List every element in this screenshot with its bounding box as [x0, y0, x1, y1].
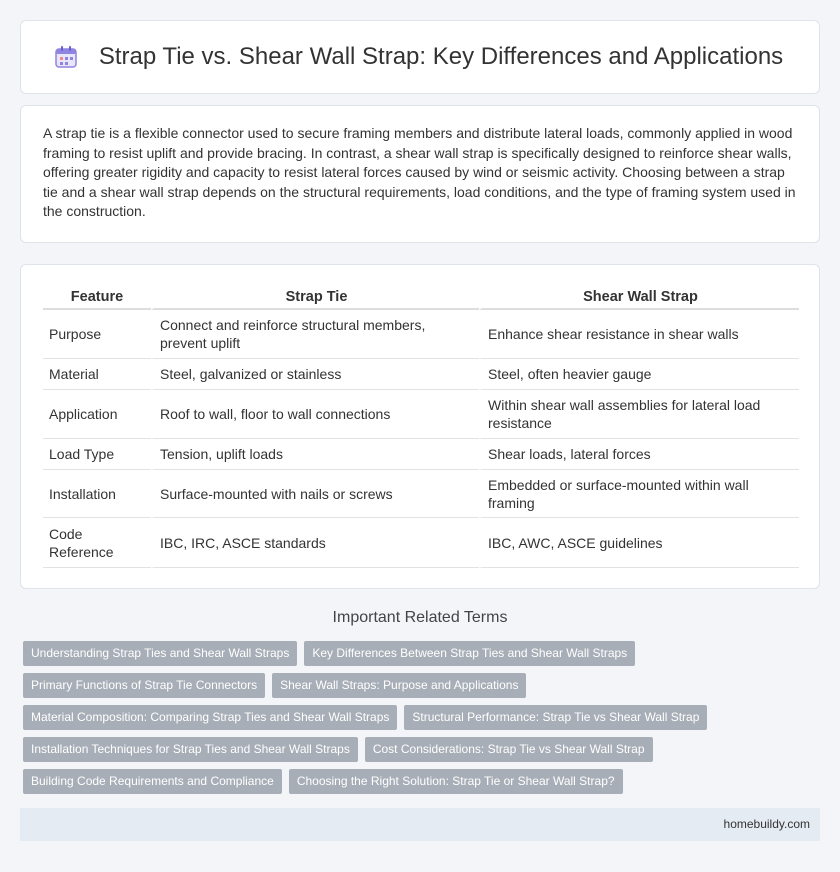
title-card — [20, 20, 820, 94]
table-row — [43, 359, 799, 390]
strap-tie-cell: Roof to wall, floor to wall connections — [151, 390, 479, 439]
table-row — [43, 310, 799, 359]
strap-tie-cell: Connect and reinforce structural members, prevent uplift — [151, 310, 479, 359]
table-row — [43, 439, 799, 470]
shear-wall-strap-cell: Within shear wall assemblies for lateral load resistance — [479, 390, 799, 439]
footer-site-link[interactable]: homebuildy.com — [723, 817, 810, 831]
table-header-row — [43, 285, 799, 310]
shear-wall-strap-cell: IBC, AWC, ASCE guidelines — [479, 518, 799, 568]
comparison-table-card — [20, 264, 820, 589]
feature-cell: Application — [43, 390, 151, 439]
related-term-tag[interactable]: Building Code Requirements and Compliance — [23, 769, 282, 794]
header-strap-tie: Strap Tie — [151, 285, 479, 310]
related-terms-list — [23, 641, 823, 801]
related-term-tag[interactable]: Key Differences Between Strap Ties and Shear Wall Straps — [304, 641, 635, 666]
table-row — [43, 518, 799, 568]
header-shear-wall-strap: Shear Wall Strap — [479, 285, 799, 310]
related-term-tag[interactable]: Understanding Strap Ties and Shear Wall Straps — [23, 641, 297, 666]
calendar-icon — [53, 44, 79, 70]
strap-tie-cell: Tension, uplift loads — [151, 439, 479, 470]
shear-wall-strap-cell: Shear loads, lateral forces — [479, 439, 799, 470]
related-term-tag[interactable]: Structural Performance: Strap Tie vs Shear Wall Strap — [404, 705, 707, 730]
page-title: Strap Tie vs. Shear Wall Strap: Key Differences and Applications — [98, 43, 784, 70]
table-row — [43, 470, 799, 518]
related-terms-heading: Important Related Terms — [332, 609, 508, 626]
intro-card — [20, 105, 820, 243]
feature-cell: Purpose — [43, 310, 151, 359]
related-term-tag[interactable]: Choosing the Right Solution: Strap Tie or Shear Wall Strap? — [289, 769, 623, 794]
strap-tie-cell: IBC, IRC, ASCE standards — [151, 518, 479, 568]
comparison-table — [43, 285, 799, 568]
footer — [20, 808, 820, 841]
header-feature: Feature — [43, 285, 151, 310]
shear-wall-strap-cell: Steel, often heavier gauge — [479, 359, 799, 390]
shear-wall-strap-cell: Embedded or surface-mounted within wall framing — [479, 470, 799, 518]
related-term-tag[interactable]: Shear Wall Straps: Purpose and Applications — [272, 673, 526, 698]
strap-tie-cell: Surface-mounted with nails or screws — [151, 470, 479, 518]
related-term-tag[interactable]: Cost Considerations: Strap Tie vs Shear Wall Strap — [365, 737, 653, 762]
feature-cell: Material — [43, 359, 151, 390]
shear-wall-strap-cell: Enhance shear resistance in shear walls — [479, 310, 799, 359]
table-row — [43, 390, 799, 439]
feature-cell: Load Type — [43, 439, 151, 470]
strap-tie-cell: Steel, galvanized or stainless — [151, 359, 479, 390]
feature-cell: Installation — [43, 470, 151, 518]
intro-paragraph: A strap tie is a flexible connector used to secure framing members and distribute lateral loads, commonly applied in wood framing to resist uplift and provide bracing. In contrast, a shear wall strap is specifically designed to reinforce shear walls, offering greater rigidity and capacity to resist lateral forces caused by wind or seismic activity. Choosing between a strap tie and a shear wall strap depends on the structural requirements, load conditions, and the type of framing system used in the construction. — [43, 125, 796, 220]
related-term-tag[interactable]: Material Composition: Comparing Strap Ties and Shear Wall Straps — [23, 705, 397, 730]
related-term-tag[interactable]: Installation Techniques for Strap Ties and Shear Wall Straps — [23, 737, 358, 762]
related-term-tag[interactable]: Primary Functions of Strap Tie Connectors — [23, 673, 265, 698]
feature-cell: Code Reference — [43, 518, 151, 568]
